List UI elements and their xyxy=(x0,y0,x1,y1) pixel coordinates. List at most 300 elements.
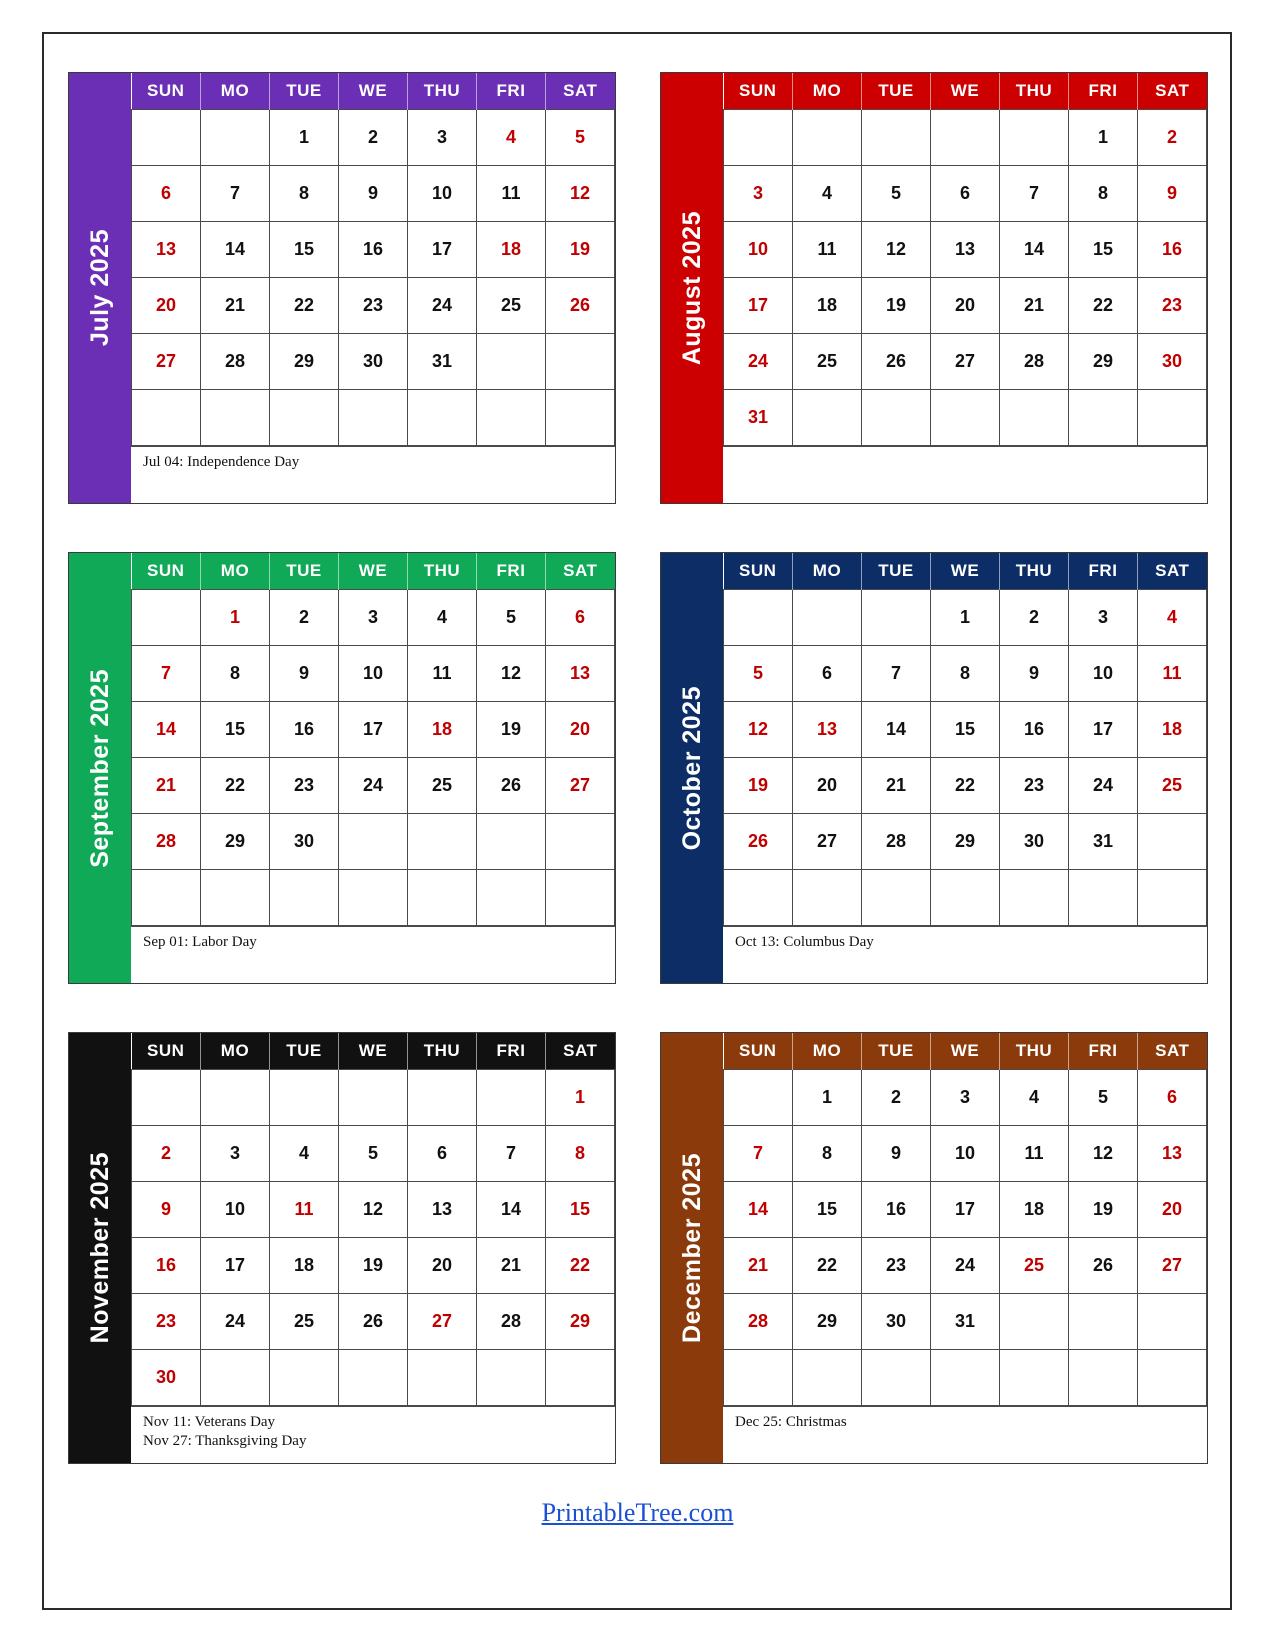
day-cell: 21 xyxy=(862,758,931,814)
day-cell-empty xyxy=(408,1070,477,1126)
week-row xyxy=(724,1294,1207,1350)
day-cell: 8 xyxy=(201,646,270,702)
week-row xyxy=(724,334,1207,390)
day-cell: 25 xyxy=(793,334,862,390)
day-cell: 5 xyxy=(862,166,931,222)
weekday-header-row xyxy=(132,73,615,110)
day-cell-empty xyxy=(931,1350,1000,1406)
day-cell: 30 xyxy=(1138,334,1207,390)
day-cell: 8 xyxy=(793,1126,862,1182)
day-cell-empty xyxy=(1069,1350,1138,1406)
weekday-header-row xyxy=(132,1033,615,1070)
day-cell: 19 xyxy=(724,758,793,814)
day-cell-empty xyxy=(1138,1294,1207,1350)
day-cell: 2 xyxy=(1138,110,1207,166)
day-cell: 11 xyxy=(408,646,477,702)
weekday-header-mo: MO xyxy=(793,1033,862,1070)
day-cell: 18 xyxy=(793,278,862,334)
day-cell: 31 xyxy=(724,390,793,446)
day-cell: 29 xyxy=(931,814,1000,870)
day-cell: 5 xyxy=(477,590,546,646)
day-cell: 5 xyxy=(1069,1070,1138,1126)
month-title-label: November 2025 xyxy=(85,1152,114,1344)
day-cell: 13 xyxy=(793,702,862,758)
day-cell: 10 xyxy=(408,166,477,222)
month-block xyxy=(660,72,1208,504)
day-cell: 10 xyxy=(201,1182,270,1238)
day-cell: 20 xyxy=(793,758,862,814)
day-cell: 7 xyxy=(201,166,270,222)
week-row xyxy=(132,110,615,166)
day-cell: 24 xyxy=(339,758,408,814)
day-cell: 26 xyxy=(477,758,546,814)
day-cell: 16 xyxy=(1000,702,1069,758)
day-cell: 4 xyxy=(1138,590,1207,646)
day-cell: 4 xyxy=(477,110,546,166)
day-cell-empty xyxy=(1138,1350,1207,1406)
day-cell: 5 xyxy=(339,1126,408,1182)
day-cell: 26 xyxy=(546,278,615,334)
day-cell-empty xyxy=(270,1350,339,1406)
month-table xyxy=(723,1033,1207,1406)
day-cell: 11 xyxy=(270,1182,339,1238)
day-cell: 14 xyxy=(132,702,201,758)
weekday-header-mo: MO xyxy=(201,553,270,590)
week-row xyxy=(724,110,1207,166)
week-row xyxy=(132,278,615,334)
month-body xyxy=(131,73,615,503)
weekday-header-we: WE xyxy=(339,1033,408,1070)
day-cell: 15 xyxy=(931,702,1000,758)
day-cell: 9 xyxy=(1138,166,1207,222)
day-cell: 28 xyxy=(132,814,201,870)
day-cell-empty xyxy=(546,870,615,926)
day-cell: 29 xyxy=(546,1294,615,1350)
weekday-header-mo: MO xyxy=(793,553,862,590)
month-title xyxy=(69,1033,131,1463)
day-cell: 12 xyxy=(862,222,931,278)
day-cell: 23 xyxy=(862,1238,931,1294)
holiday-notes xyxy=(131,446,615,503)
weekday-header-tue: TUE xyxy=(270,73,339,110)
day-cell: 28 xyxy=(724,1294,793,1350)
day-cell: 31 xyxy=(931,1294,1000,1350)
weekday-header-sat: SAT xyxy=(1138,73,1207,110)
day-cell-empty xyxy=(201,110,270,166)
month-body xyxy=(723,73,1207,503)
month-title-label: September 2025 xyxy=(85,668,114,868)
day-cell: 13 xyxy=(931,222,1000,278)
week-row xyxy=(724,222,1207,278)
day-cell: 23 xyxy=(1000,758,1069,814)
day-cell: 27 xyxy=(793,814,862,870)
week-row xyxy=(132,814,615,870)
printabletree-link[interactable]: PrintableTree.com xyxy=(541,1498,734,1527)
day-cell: 24 xyxy=(408,278,477,334)
weekday-header-thu: THU xyxy=(1000,73,1069,110)
day-cell: 2 xyxy=(1000,590,1069,646)
weekday-header-row xyxy=(132,553,615,590)
day-cell-empty xyxy=(477,870,546,926)
day-cell: 14 xyxy=(477,1182,546,1238)
weekday-header-sun: SUN xyxy=(132,1033,201,1070)
day-cell: 9 xyxy=(339,166,408,222)
day-cell: 25 xyxy=(477,278,546,334)
day-cell: 24 xyxy=(1069,758,1138,814)
day-cell: 11 xyxy=(1138,646,1207,702)
day-cell: 15 xyxy=(270,222,339,278)
day-cell-empty xyxy=(408,390,477,446)
weekday-header-sat: SAT xyxy=(546,73,615,110)
day-cell: 26 xyxy=(724,814,793,870)
week-row xyxy=(724,702,1207,758)
month-table xyxy=(723,553,1207,926)
day-cell: 7 xyxy=(862,646,931,702)
day-cell: 15 xyxy=(1069,222,1138,278)
month-title xyxy=(69,553,131,983)
weekday-header-tue: TUE xyxy=(270,1033,339,1070)
holiday-note: Nov 11: Veterans Day xyxy=(143,1414,276,1430)
day-cell-empty xyxy=(132,870,201,926)
day-cell: 19 xyxy=(477,702,546,758)
day-cell: 16 xyxy=(862,1182,931,1238)
day-cell-empty xyxy=(793,390,862,446)
day-cell-empty xyxy=(724,1070,793,1126)
day-cell: 20 xyxy=(408,1238,477,1294)
day-cell: 5 xyxy=(724,646,793,702)
day-cell: 10 xyxy=(1069,646,1138,702)
day-cell: 9 xyxy=(1000,646,1069,702)
month-title-label: October 2025 xyxy=(677,685,706,851)
day-cell: 18 xyxy=(408,702,477,758)
weekday-header-row xyxy=(724,1033,1207,1070)
week-row xyxy=(132,1070,615,1126)
day-cell: 13 xyxy=(408,1182,477,1238)
day-cell-empty xyxy=(1069,1294,1138,1350)
day-cell: 7 xyxy=(477,1126,546,1182)
day-cell: 20 xyxy=(1138,1182,1207,1238)
weekday-header-sun: SUN xyxy=(132,73,201,110)
week-row xyxy=(132,1126,615,1182)
day-cell: 17 xyxy=(339,702,408,758)
weekday-header-we: WE xyxy=(339,73,408,110)
weekday-header-mo: MO xyxy=(201,73,270,110)
day-cell-empty xyxy=(793,1350,862,1406)
day-cell: 12 xyxy=(477,646,546,702)
month-block xyxy=(68,552,616,984)
day-cell: 14 xyxy=(724,1182,793,1238)
day-cell: 11 xyxy=(793,222,862,278)
weekday-header-tue: TUE xyxy=(862,73,931,110)
day-cell: 29 xyxy=(270,334,339,390)
day-cell: 10 xyxy=(339,646,408,702)
month-title xyxy=(69,73,131,503)
day-cell: 15 xyxy=(546,1182,615,1238)
day-cell: 17 xyxy=(931,1182,1000,1238)
day-cell: 30 xyxy=(862,1294,931,1350)
month-title xyxy=(661,1033,723,1463)
holiday-notes xyxy=(131,1406,615,1463)
day-cell: 23 xyxy=(1138,278,1207,334)
day-cell: 28 xyxy=(1000,334,1069,390)
day-cell: 3 xyxy=(931,1070,1000,1126)
weekday-header-we: WE xyxy=(931,1033,1000,1070)
day-cell: 16 xyxy=(339,222,408,278)
day-cell: 1 xyxy=(201,590,270,646)
calendar-grid xyxy=(68,72,1208,1512)
day-cell: 8 xyxy=(546,1126,615,1182)
day-cell-empty xyxy=(1000,390,1069,446)
day-cell: 9 xyxy=(862,1126,931,1182)
day-cell: 30 xyxy=(270,814,339,870)
week-row xyxy=(724,646,1207,702)
day-cell: 9 xyxy=(270,646,339,702)
day-cell-empty xyxy=(1000,110,1069,166)
month-block xyxy=(660,1032,1208,1464)
day-cell: 13 xyxy=(546,646,615,702)
day-cell: 13 xyxy=(1138,1126,1207,1182)
day-cell: 6 xyxy=(1138,1070,1207,1126)
day-cell: 12 xyxy=(724,702,793,758)
week-row xyxy=(724,590,1207,646)
day-cell-empty xyxy=(270,390,339,446)
week-row xyxy=(724,1350,1207,1406)
day-cell: 2 xyxy=(132,1126,201,1182)
day-cell: 18 xyxy=(1138,702,1207,758)
day-cell-empty xyxy=(132,1070,201,1126)
day-cell: 27 xyxy=(931,334,1000,390)
day-cell-empty xyxy=(132,590,201,646)
week-row xyxy=(724,278,1207,334)
day-cell-empty xyxy=(862,870,931,926)
month-block xyxy=(68,1032,616,1464)
day-cell: 27 xyxy=(1138,1238,1207,1294)
day-cell: 3 xyxy=(1069,590,1138,646)
holiday-note: Dec 25: Christmas xyxy=(735,1414,847,1430)
day-cell: 21 xyxy=(724,1238,793,1294)
day-cell-empty xyxy=(931,870,1000,926)
day-cell-empty xyxy=(201,1070,270,1126)
day-cell: 17 xyxy=(201,1238,270,1294)
week-row xyxy=(724,1126,1207,1182)
day-cell: 16 xyxy=(270,702,339,758)
weekday-header-mo: MO xyxy=(793,73,862,110)
week-row xyxy=(724,1238,1207,1294)
day-cell: 18 xyxy=(1000,1182,1069,1238)
day-cell: 22 xyxy=(270,278,339,334)
day-cell: 21 xyxy=(1000,278,1069,334)
weekday-header-sun: SUN xyxy=(724,73,793,110)
weekday-header-we: WE xyxy=(339,553,408,590)
day-cell: 18 xyxy=(477,222,546,278)
day-cell: 23 xyxy=(339,278,408,334)
week-row xyxy=(132,390,615,446)
day-cell: 19 xyxy=(1069,1182,1138,1238)
day-cell: 17 xyxy=(724,278,793,334)
week-row xyxy=(724,870,1207,926)
holiday-note: Sep 01: Labor Day xyxy=(143,934,257,950)
day-cell-empty xyxy=(477,1350,546,1406)
day-cell: 2 xyxy=(862,1070,931,1126)
day-cell: 7 xyxy=(724,1126,793,1182)
month-table xyxy=(131,1033,615,1406)
weekday-header-fri: FRI xyxy=(1069,553,1138,590)
day-cell: 28 xyxy=(201,334,270,390)
day-cell: 28 xyxy=(477,1294,546,1350)
day-cell-empty xyxy=(339,1350,408,1406)
week-row xyxy=(724,1070,1207,1126)
day-cell: 7 xyxy=(132,646,201,702)
weekday-header-thu: THU xyxy=(1000,1033,1069,1070)
day-cell: 18 xyxy=(270,1238,339,1294)
day-cell-empty xyxy=(1000,1350,1069,1406)
day-cell: 10 xyxy=(724,222,793,278)
day-cell: 11 xyxy=(1000,1126,1069,1182)
day-cell: 19 xyxy=(339,1238,408,1294)
day-cell: 1 xyxy=(793,1070,862,1126)
week-row xyxy=(724,1182,1207,1238)
weekday-header-fri: FRI xyxy=(477,1033,546,1070)
holiday-note: Oct 13: Columbus Day xyxy=(735,934,874,950)
day-cell-empty xyxy=(201,870,270,926)
week-row xyxy=(724,758,1207,814)
day-cell-empty xyxy=(477,1070,546,1126)
day-cell: 12 xyxy=(1069,1126,1138,1182)
day-cell: 24 xyxy=(201,1294,270,1350)
day-cell: 4 xyxy=(793,166,862,222)
weekday-header-fri: FRI xyxy=(477,73,546,110)
month-body xyxy=(131,553,615,983)
day-cell-empty xyxy=(339,814,408,870)
day-cell: 8 xyxy=(931,646,1000,702)
month-title-label: December 2025 xyxy=(677,1153,706,1343)
day-cell: 30 xyxy=(339,334,408,390)
day-cell-empty xyxy=(724,1350,793,1406)
holiday-note: Jul 04: Independence Day xyxy=(143,454,300,470)
day-cell: 20 xyxy=(132,278,201,334)
weekday-header-we: WE xyxy=(931,553,1000,590)
day-cell: 22 xyxy=(931,758,1000,814)
week-row xyxy=(724,814,1207,870)
day-cell: 22 xyxy=(201,758,270,814)
month-table xyxy=(723,73,1207,446)
day-cell: 22 xyxy=(1069,278,1138,334)
day-cell: 24 xyxy=(931,1238,1000,1294)
day-cell-empty xyxy=(546,1350,615,1406)
day-cell: 1 xyxy=(270,110,339,166)
holiday-notes xyxy=(723,926,1207,983)
day-cell-empty xyxy=(1000,870,1069,926)
month-table xyxy=(131,553,615,926)
day-cell: 30 xyxy=(132,1350,201,1406)
day-cell: 24 xyxy=(724,334,793,390)
day-cell: 11 xyxy=(477,166,546,222)
day-cell: 2 xyxy=(339,110,408,166)
day-cell: 20 xyxy=(931,278,1000,334)
day-cell: 30 xyxy=(1000,814,1069,870)
day-cell: 25 xyxy=(1138,758,1207,814)
week-row xyxy=(724,166,1207,222)
day-cell: 28 xyxy=(862,814,931,870)
weekday-header-thu: THU xyxy=(408,73,477,110)
month-title xyxy=(661,73,723,503)
day-cell-empty xyxy=(1138,390,1207,446)
day-cell: 16 xyxy=(132,1238,201,1294)
weekday-header-thu: THU xyxy=(408,1033,477,1070)
week-row xyxy=(132,334,615,390)
day-cell: 4 xyxy=(408,590,477,646)
day-cell-empty xyxy=(270,1070,339,1126)
day-cell: 26 xyxy=(862,334,931,390)
day-cell-empty xyxy=(1069,870,1138,926)
day-cell: 29 xyxy=(1069,334,1138,390)
day-cell-empty xyxy=(793,590,862,646)
day-cell: 1 xyxy=(931,590,1000,646)
day-cell: 3 xyxy=(408,110,477,166)
weekday-header-sat: SAT xyxy=(546,553,615,590)
day-cell: 3 xyxy=(339,590,408,646)
week-row xyxy=(132,166,615,222)
month-title-label: August 2025 xyxy=(677,210,706,366)
day-cell: 6 xyxy=(408,1126,477,1182)
day-cell-empty xyxy=(201,1350,270,1406)
day-cell-empty xyxy=(862,590,931,646)
footer xyxy=(0,1498,1275,1528)
day-cell-empty xyxy=(270,870,339,926)
day-cell: 27 xyxy=(546,758,615,814)
day-cell-empty xyxy=(724,110,793,166)
day-cell: 29 xyxy=(793,1294,862,1350)
weekday-header-sun: SUN xyxy=(724,553,793,590)
day-cell: 21 xyxy=(201,278,270,334)
week-row xyxy=(132,590,615,646)
day-cell: 8 xyxy=(1069,166,1138,222)
day-cell-empty xyxy=(339,870,408,926)
month-block xyxy=(660,552,1208,984)
weekday-header-tue: TUE xyxy=(862,1033,931,1070)
day-cell-empty xyxy=(546,814,615,870)
day-cell: 6 xyxy=(931,166,1000,222)
day-cell-empty xyxy=(1000,1294,1069,1350)
weekday-header-tue: TUE xyxy=(270,553,339,590)
week-row xyxy=(132,870,615,926)
weekday-header-fri: FRI xyxy=(1069,1033,1138,1070)
month-block xyxy=(68,72,616,504)
day-cell-empty xyxy=(862,110,931,166)
weekday-header-we: WE xyxy=(931,73,1000,110)
day-cell: 31 xyxy=(1069,814,1138,870)
day-cell-empty xyxy=(862,390,931,446)
day-cell: 25 xyxy=(1000,1238,1069,1294)
day-cell-empty xyxy=(546,390,615,446)
day-cell-empty xyxy=(408,814,477,870)
day-cell-empty xyxy=(931,110,1000,166)
day-cell: 14 xyxy=(1000,222,1069,278)
day-cell: 7 xyxy=(1000,166,1069,222)
day-cell: 1 xyxy=(546,1070,615,1126)
holiday-notes xyxy=(723,446,1207,503)
day-cell: 25 xyxy=(408,758,477,814)
week-row xyxy=(132,646,615,702)
day-cell-empty xyxy=(132,110,201,166)
day-cell-empty xyxy=(1138,870,1207,926)
day-cell: 20 xyxy=(546,702,615,758)
month-body xyxy=(723,553,1207,983)
week-row xyxy=(132,702,615,758)
day-cell-empty xyxy=(862,1350,931,1406)
day-cell: 27 xyxy=(132,334,201,390)
week-row xyxy=(132,758,615,814)
